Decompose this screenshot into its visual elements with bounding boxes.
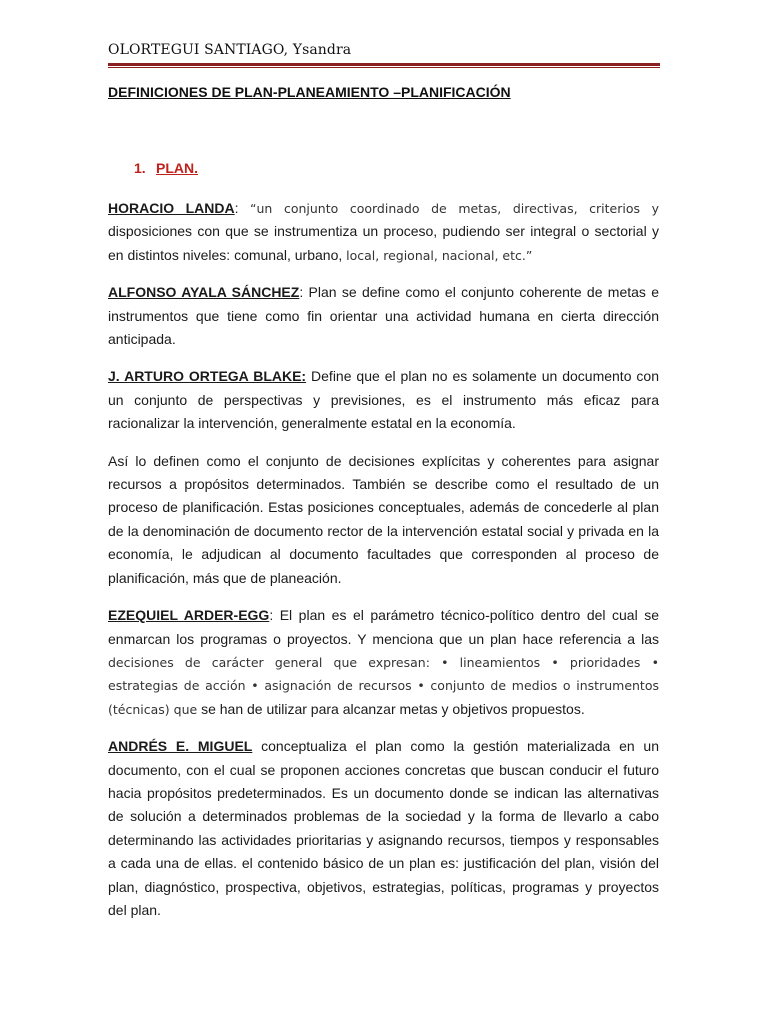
- page-header: [108, 40, 660, 68]
- paragraph-alfonso-ayala: [108, 281, 659, 351]
- author-name: J. ARTURO ORTEGA BLAKE:: [108, 368, 307, 385]
- name-separator: :: [269, 607, 280, 624]
- name-separator: :: [234, 200, 251, 216]
- paragraph-text: Plan se define como el conjunto coherente de metas e instrumentos que tiene como fin orientar una actividad humana en cierta dirección anticipada.: [108, 284, 659, 348]
- author-name: EZEQUIEL ARDER-EGG: [108, 607, 270, 624]
- paragraph-ezequiel-arder-egg: [108, 604, 659, 721]
- author-name: ALFONSO AYALA SÁNCHEZ: [108, 284, 300, 301]
- header-author: OLORTEGUI SANTIAGO, Ysandra: [108, 42, 352, 58]
- paragraph-text: Así lo definen como el conjunto de decisiones explícitas y coherentes para asignar recursos a propósitos determinados. También se describe como el resultado de un proceso de planificación. Estas posiciones conceptuales, además de concederle al plan de la denominación de documento rector de la intervención estatal social y privada en la economía, le adjudican al documento facultades que corresponden al proceso de planificación, más que de planeación.: [108, 452, 659, 586]
- paragraph-andres-miguel: [108, 735, 659, 922]
- name-separator: [252, 738, 261, 754]
- author-name: HORACIO LANDA: [108, 200, 235, 216]
- paragraph-horacio-landa: [108, 197, 659, 267]
- document-body: [108, 197, 659, 936]
- list-text: decisiones de carácter general que expresan: • lineamientos • prioridades • estrategias de acción • asignación de recursos • conjunto de medios o instrumentos (técnicas) que: [108, 654, 659, 717]
- paragraph-text: disposiciones con que se instrumentiza un proceso, pudiendo ser integral o sectorial y en distintos niveles: comunal, urbano,: [108, 223, 659, 263]
- author-name: ANDRÉS E. MIGUEL: [108, 738, 253, 755]
- name-separator: :: [299, 284, 309, 301]
- header-rule-thin: [108, 67, 660, 68]
- paragraph-asi-lo-definen: [108, 450, 659, 590]
- section-number: 1.: [134, 160, 146, 176]
- document-title: DEFINICIONES DE PLAN-PLANEAMIENTO –PLANIFICACIÓN: [108, 84, 511, 100]
- paragraph-text-end: se han de utilizar para alcanzar metas y objetivos propuestos.: [197, 700, 585, 717]
- section-heading: [134, 160, 198, 176]
- quote-text: “un conjunto coordinado de metas, directivas, criterios y: [250, 201, 660, 216]
- paragraph-text: conceptualiza el plan como la gestión materializada en un documento, con el cual se proponen acciones concretas que buscan conducir el futuro hacia propósitos predeterminados. Es un documento donde se indican las alternativas de solución a determinados problemas de la sociedad y la forma de llevarlo a cabo determinando las actividades prioritarias y asignando recursos, tiempos y responsables a cada una de ellas. el contenido básico de un plan es: justificación del plan, visión del plan, diagnóstico, prospectiva, objetivos, estrategias, políticas, programas y proyectos del plan.: [108, 738, 659, 918]
- paragraph-text: Define que el plan no es solamente un documento con un conjunto de perspectivas y previsiones, es el instrumento más eficaz para racionalizar la intervención, generalmente estatal en la economía.: [108, 368, 659, 432]
- quote-text-end: local, regional, nacional, etc.”: [346, 247, 533, 263]
- header-rule-thick: [108, 63, 660, 66]
- paragraph-ortega-blake: [108, 365, 659, 435]
- paragraph-text: El plan es el parámetro técnico-político dentro del cual se enmarcan los programas o proyectos. Y menciona que un plan hace referencia a las: [108, 607, 659, 647]
- section-label: PLAN.: [156, 160, 198, 176]
